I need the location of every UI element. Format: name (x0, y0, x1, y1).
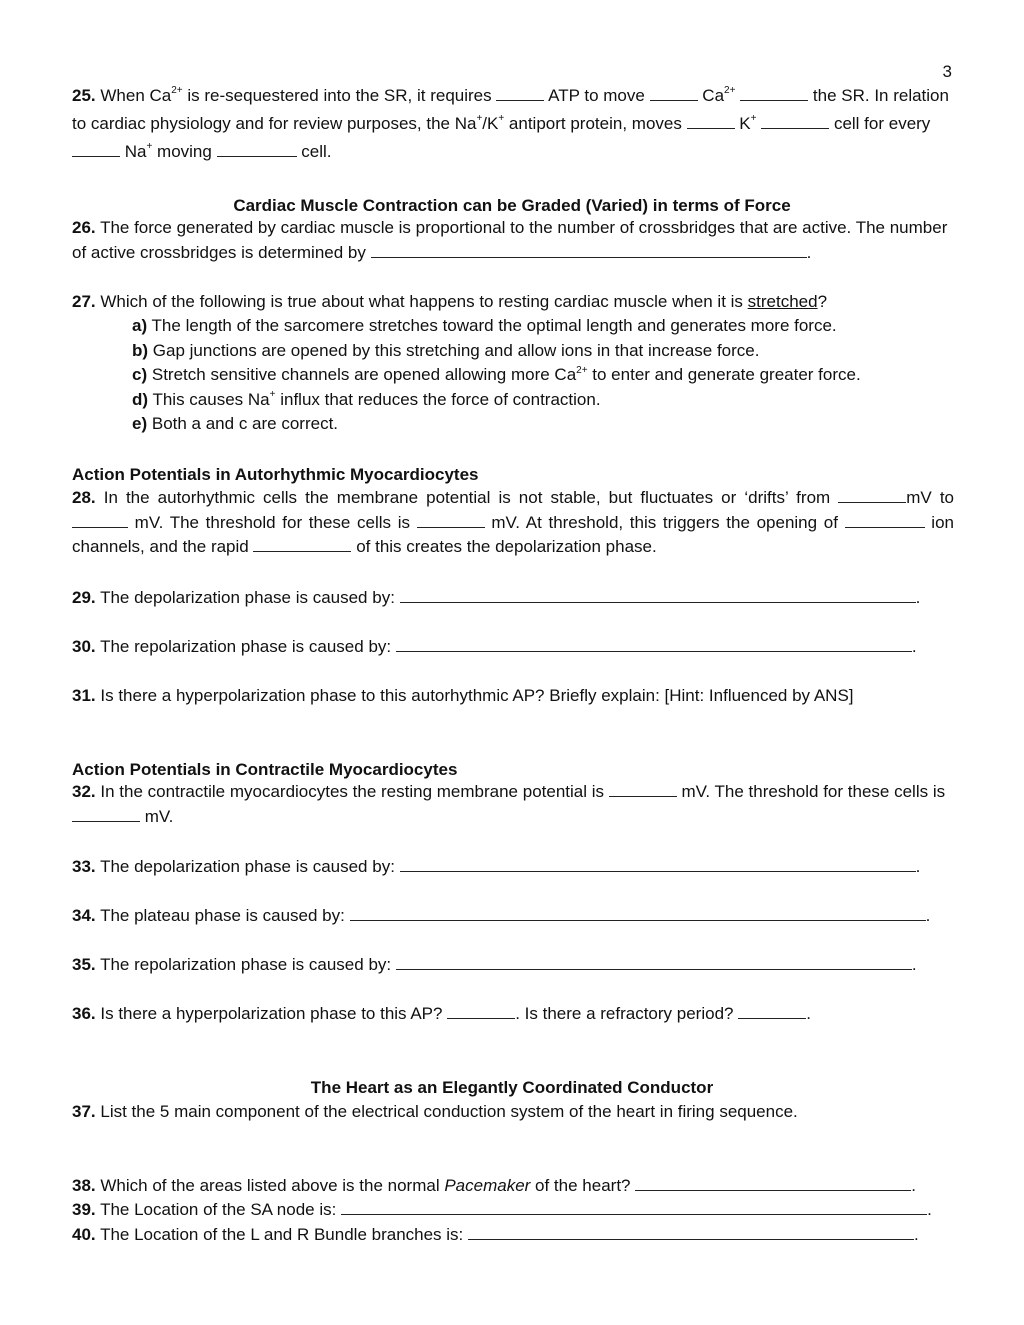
question-text: mV to (906, 488, 954, 507)
punctuation: . (911, 637, 917, 656)
question-text: cell for every (829, 114, 931, 133)
option-letter: d) (132, 389, 149, 409)
question-number: 28. (72, 488, 96, 507)
question-number: 35. (72, 955, 96, 974)
superscript: + (498, 113, 505, 125)
punctuation: . (911, 1176, 916, 1195)
question-36 (72, 1000, 954, 1028)
question-text: The depolarization phase is caused by: (100, 588, 400, 607)
question-text: ion channels, and the rapid (72, 512, 954, 557)
punctuation: . (925, 906, 931, 925)
question-number: 39. (72, 1200, 96, 1219)
superscript: 2+ (171, 85, 183, 97)
superscript: 2+ (724, 85, 736, 97)
option-d[interactable] (132, 388, 861, 413)
section-heading-autorhythmic: Action Potentials in Autorhythmic Myocardiocytes (72, 465, 479, 484)
question-text: is re-sequestered into the SR, it requires (182, 86, 497, 105)
answer-blank[interactable] (350, 904, 926, 921)
answer-blank[interactable] (609, 780, 677, 797)
question-text: The force generated by cardiac muscle is proportional to the number of crossbridges that are active. The number of active crossbridges is determined by (72, 218, 948, 262)
question-text: antiport protein, moves (504, 114, 687, 133)
answer-blank[interactable] (496, 84, 544, 101)
question-number: 34. (72, 906, 96, 925)
answer-blank[interactable] (72, 140, 120, 157)
question-31 (72, 682, 954, 710)
question-text: mV. (140, 806, 174, 826)
question-number: 30. (72, 637, 96, 656)
question-number: 29. (72, 588, 96, 607)
question-text: The Location of the L and R Bundle branches is: (100, 1225, 469, 1244)
question-text: In the autorhythmic cells the membrane potential is not stable, but fluctuates or ‘drifts’ from (103, 488, 839, 507)
question-28 (72, 486, 954, 560)
answer-blank[interactable] (740, 84, 808, 101)
answer-blank[interactable] (400, 855, 916, 872)
question-text: the SR. In relation to cardiac physiology and for review purposes, the Na (72, 86, 949, 133)
punctuation: . (915, 857, 921, 876)
superscript: + (146, 141, 153, 153)
punctuation: . (914, 1225, 919, 1244)
option-letter: c) (132, 365, 148, 385)
question-text: moving (152, 142, 217, 161)
question-text: The plateau phase is caused by: (100, 906, 350, 925)
question-number: 38. (72, 1176, 96, 1195)
answer-blank[interactable] (72, 805, 140, 822)
punctuation: . (806, 1004, 811, 1023)
option-text: This causes Na (152, 389, 270, 409)
answer-blank[interactable] (635, 1174, 911, 1191)
punctuation: . (911, 955, 917, 974)
punctuation: . (927, 1200, 932, 1219)
question-text: The repolarization phase is caused by: (100, 955, 396, 974)
option-text: to enter and generate greater force. (587, 365, 861, 385)
question-text: The Location of the SA node is: (100, 1200, 342, 1219)
question-26 (72, 216, 954, 265)
question-text: ATP to move (544, 86, 650, 105)
answer-blank[interactable] (396, 953, 912, 970)
answer-blank[interactable] (687, 112, 735, 129)
question-text: . Is there a refractory period? (515, 1004, 739, 1023)
punctuation: . (915, 588, 921, 607)
option-letter: a) (132, 316, 148, 335)
option-text: Both a and c are correct. (151, 414, 339, 434)
question-34 (72, 902, 954, 930)
question-29 (72, 584, 954, 612)
option-b[interactable] (132, 339, 861, 364)
question-number: 37. (72, 1102, 96, 1121)
option-c[interactable] (132, 363, 861, 388)
question-text: Is there a hyperpolarization phase to this AP? (100, 1004, 448, 1023)
question-27 (72, 290, 954, 315)
answer-blank[interactable] (341, 1198, 927, 1215)
question-number: 36. (72, 1004, 96, 1023)
question-text: /K (482, 114, 499, 133)
question-30 (72, 633, 954, 661)
answer-blank[interactable] (650, 84, 698, 101)
question-37 (72, 1098, 954, 1126)
section-heading-conductor: The Heart as an Elegantly Coordinated Conductor (310, 1078, 714, 1097)
question-35 (72, 951, 954, 979)
question-25 (72, 82, 954, 166)
option-e[interactable] (132, 412, 861, 437)
superscript: + (750, 113, 757, 125)
question-number: 27. (72, 292, 96, 311)
question-text: mV. The threshold for these cells is (676, 782, 946, 801)
answer-blank[interactable] (253, 535, 351, 552)
page-number: 3 (942, 62, 952, 81)
punctuation: . (806, 242, 812, 262)
question-40 (72, 1221, 954, 1249)
question-text: K (734, 114, 751, 133)
answer-blank[interactable] (396, 635, 912, 652)
option-letter: e) (132, 414, 148, 434)
question-number: 31. (72, 686, 96, 705)
question-text: ? (817, 292, 828, 311)
question-text: When Ca (100, 86, 172, 105)
option-a[interactable] (132, 314, 861, 339)
italic-term: Pacemaker (444, 1176, 531, 1195)
superscript: + (269, 389, 276, 401)
question-text: Ca (697, 86, 725, 105)
option-letter: b) (132, 340, 149, 360)
question-text: Which of the areas listed above is the normal (100, 1176, 445, 1195)
answer-blank[interactable] (447, 1002, 515, 1019)
question-number: 40. (72, 1225, 96, 1244)
answer-blank[interactable] (72, 511, 128, 528)
options-27 (132, 314, 861, 437)
answer-blank[interactable] (400, 586, 916, 603)
question-text: In the contractile myocardiocytes the resting membrane potential is (100, 782, 609, 801)
answer-blank[interactable] (217, 140, 297, 157)
answer-blank[interactable] (738, 1002, 806, 1019)
question-number: 33. (72, 857, 96, 876)
underlined-word: stretched (747, 292, 818, 311)
answer-blank[interactable] (417, 511, 485, 528)
question-number: 32. (72, 782, 96, 801)
question-text: List the 5 main component of the electrical conduction system of the heart in firing sequence. (100, 1102, 798, 1121)
question-number: 25. (72, 86, 96, 105)
option-text: Gap junctions are opened by this stretching and allow ions in that increase force. (152, 340, 760, 360)
section-heading-graded: Cardiac Muscle Contraction can be Graded (Varied) in terms of Force (233, 196, 791, 215)
superscript: 2+ (576, 364, 588, 376)
question-text: Which of the following is true about what happens to resting cardiac muscle when it is (100, 292, 748, 311)
option-text: The length of the sarcomere stretches toward the optimal length and generates more force. (151, 316, 837, 335)
section-heading-contractile: Action Potentials in Contractile Myocardiocytes (72, 760, 458, 779)
answer-blank[interactable] (468, 1223, 914, 1240)
question-text: Is there a hyperpolarization phase to this autorhythmic AP? Briefly explain: [Hint: Influenced by ANS] (100, 686, 854, 705)
answer-blank[interactable] (845, 511, 925, 528)
question-32 (72, 780, 954, 829)
question-text: The depolarization phase is caused by: (100, 857, 400, 876)
answer-blank[interactable] (371, 241, 807, 258)
question-39 (72, 1196, 954, 1224)
question-text: of this creates the depolarization phase. (351, 537, 657, 557)
question-text: The repolarization phase is caused by: (100, 637, 396, 656)
question-text: mV. The threshold for these cells is (128, 512, 417, 532)
option-text: influx that reduces the force of contraction. (275, 389, 601, 409)
question-text: of the heart? (530, 1176, 636, 1195)
question-text: Na (120, 142, 147, 161)
option-text: Stretch sensitive channels are opened allowing more Ca (151, 365, 577, 385)
question-text: cell. (296, 142, 332, 161)
question-33 (72, 853, 954, 881)
question-text: mV. At threshold, this triggers the opening of (484, 512, 845, 532)
superscript: + (476, 113, 483, 125)
question-number: 26. (72, 218, 96, 237)
answer-blank[interactable] (761, 112, 829, 129)
answer-blank[interactable] (838, 486, 906, 503)
